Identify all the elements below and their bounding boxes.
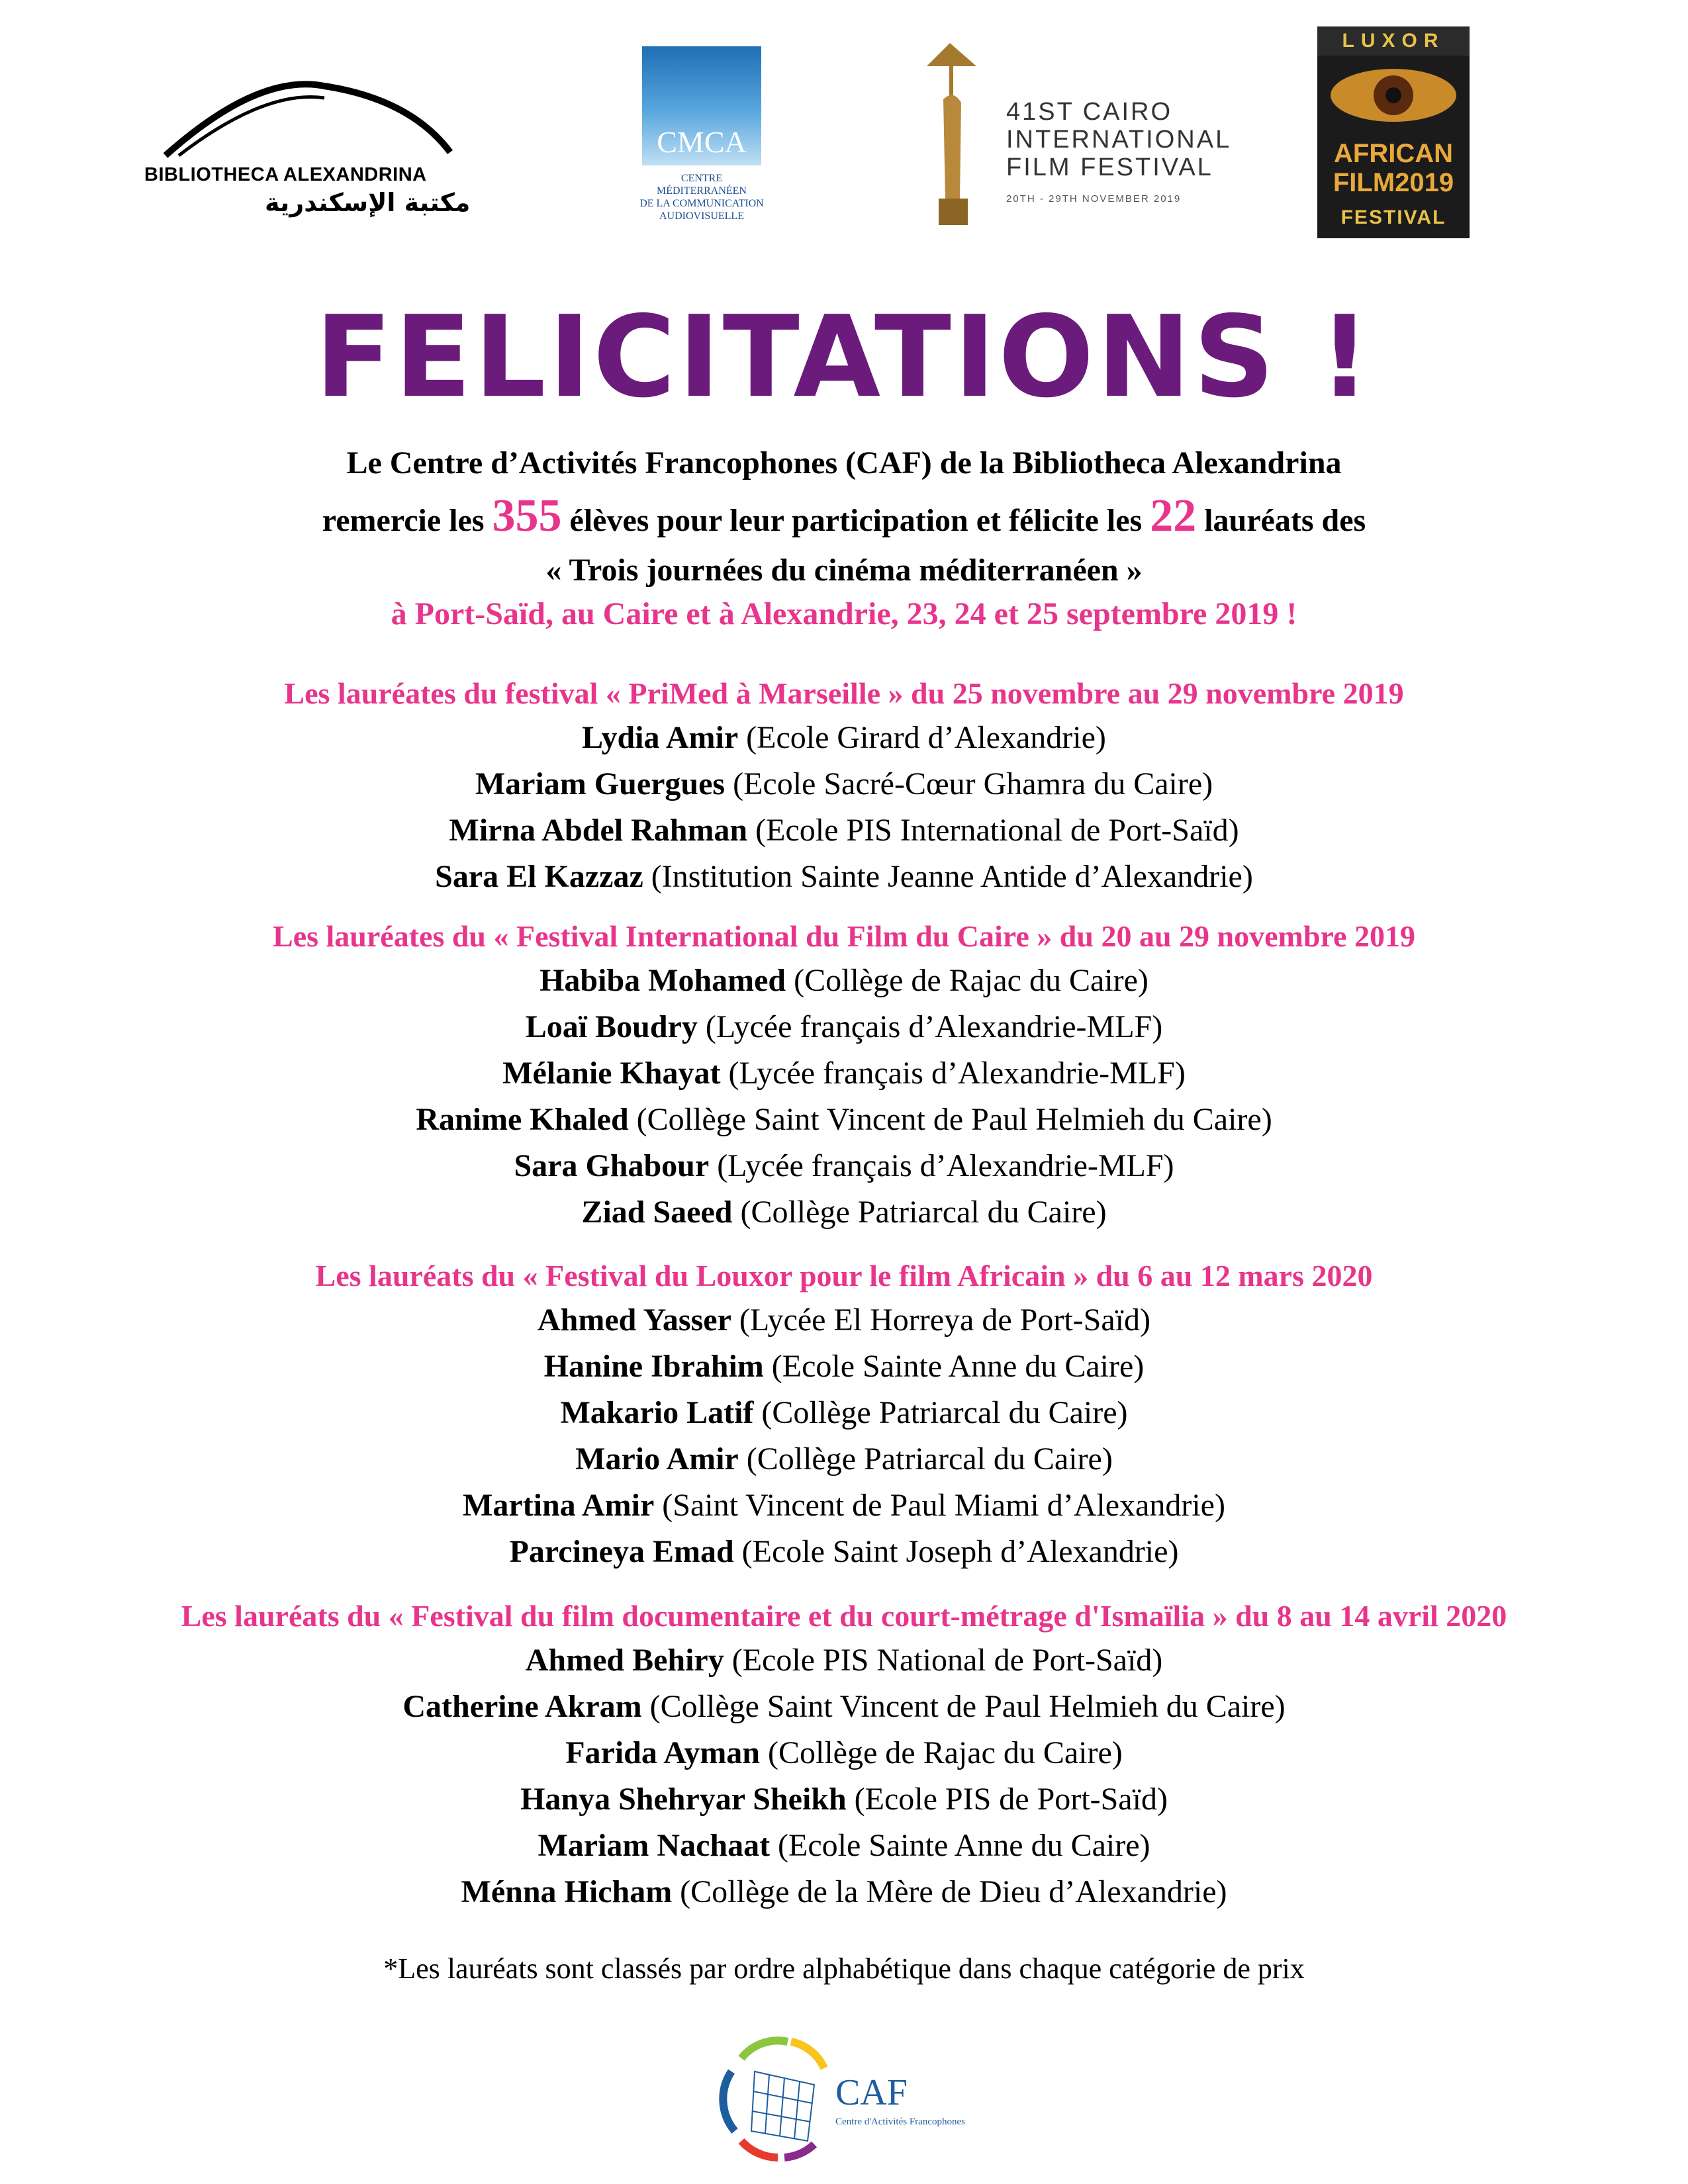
bibliotheca-alexandrina-logo <box>132 60 503 218</box>
section-title-ismailia: Les lauréats du « Festival du film documentaire et du court-métrage d'Ismaïlia » du 8 au 14 avril 2020 <box>181 1599 1507 1633</box>
laureate: Ahmed Yasser (Lycée El Horreya de Port-Saïd) <box>538 1302 1150 1338</box>
caf-logo <box>715 2032 980 2164</box>
footnote: *Les lauréats sont classés par ordre alphabétique dans chaque catégorie de prix <box>383 1952 1305 1985</box>
bibliotheca-arc-icon <box>159 60 463 159</box>
bibliotheca-name: BIBLIOTHECA ALEXANDRINA <box>144 164 427 185</box>
laureate: Loaï Boudry (Lycée français d’Alexandrie-MLF) <box>525 1009 1163 1044</box>
statue-icon <box>914 40 993 232</box>
laureate: Lydia Amir (Ecole Girard d’Alexandrie) <box>582 720 1106 755</box>
ciff-line-1: 41ST CAIRO <box>1006 98 1173 126</box>
ciff-line-3: FILM FESTIVAL <box>1006 154 1213 181</box>
laureate: Ziad Saeed (Collège Patriarcal du Caire) <box>581 1195 1107 1230</box>
laureate: Sara El Kazzaz (Institution Sainte Jeanne Antide d’Alexandrie) <box>435 859 1253 894</box>
laureate: Ménna Hicham (Collège de la Mère de Dieu d’Alexandrie) <box>461 1874 1227 1909</box>
laureate: Makario Latif (Collège Patriarcal du Caire) <box>560 1395 1128 1430</box>
laureate: Sara Ghabour (Lycée français d’Alexandrie-MLF) <box>514 1148 1174 1183</box>
section-title-cairo: Les lauréates du « Festival International du Film du Caire » du 20 au 29 novembre 2019 <box>273 919 1415 953</box>
luxor-top-text: LUXOR <box>1317 26 1470 56</box>
participants-count: 355 <box>492 490 562 541</box>
laureate: Ahmed Behiry (Ecole PIS National de Port-Saïd) <box>525 1643 1163 1678</box>
intro-line-4: à Port-Saïd, au Caire et à Alexandrie, 23, 24 et 25 septembre 2019 ! <box>391 596 1297 631</box>
laureate: Mélanie Khayat (Lycée français d’Alexandrie-MLF) <box>502 1056 1186 1091</box>
page-title: FELICITATIONS ! <box>314 292 1374 423</box>
eye-icon <box>1317 56 1470 142</box>
laureate: Farida Ayman (Collège de Rajac du Caire) <box>565 1735 1123 1770</box>
laureate: Habiba Mohamed (Collège de Rajac du Caire) <box>539 963 1149 998</box>
luxor-festival-text: FESTIVAL <box>1340 206 1446 228</box>
laureate: Martina Amir (Saint Vincent de Paul Miami d’Alexandrie) <box>463 1488 1225 1523</box>
ciff-line-2: INTERNATIONAL <box>1006 126 1232 154</box>
ciff-dates: 20TH - 29TH NOVEMBER 2019 <box>1006 193 1182 205</box>
section-title-primed: Les lauréates du festival « PriMed à Marseille » du 25 novembre au 29 novembre 2019 <box>284 676 1404 710</box>
intro-line-1: Le Centre d’Activités Francophones (CAF) de la Bibliotheca Alexandrina <box>346 445 1342 480</box>
laureates-count: 22 <box>1150 490 1197 541</box>
laureate: Mariam Nachaat (Ecole Sainte Anne du Caire) <box>538 1828 1150 1863</box>
laureate: Mirna Abdel Rahman (Ecole PIS International de Port-Saïd) <box>449 813 1239 848</box>
caf-subtitle: Centre d'Activités Francophones <box>835 2116 965 2127</box>
luxor-main-text: AFRICAN FILM2019 <box>1333 139 1454 197</box>
section-title-luxor: Les lauréats du « Festival du Louxor pour le film Africain » du 6 au 12 mars 2020 <box>315 1259 1373 1293</box>
caf-globe-icon <box>715 2032 834 2164</box>
bibliotheca-arabic-name: مكتبة الإسكندرية <box>265 188 471 217</box>
laureate: Catherine Akram (Collège Saint Vincent de Paul Helmieh du Caire) <box>402 1689 1286 1724</box>
laureate: Ranime Khaled (Collège Saint Vincent de Paul Helmieh du Caire) <box>416 1102 1272 1137</box>
intro-line-2: remercie les 355 élèves pour leur participation et félicite les 22 lauréats des <box>322 490 1366 541</box>
laureate: Parcineya Emad (Ecole Saint Joseph d’Alexandrie) <box>509 1534 1179 1569</box>
cairo-film-festival-logo <box>907 40 1278 232</box>
caf-name: CAF <box>835 2072 908 2113</box>
luxor-african-film-festival-logo <box>1317 26 1470 238</box>
laureate: Mario Amir (Collège Patriarcal du Caire) <box>575 1441 1113 1477</box>
laureate: Hanine Ibrahim (Ecole Sainte Anne du Caire) <box>543 1349 1145 1384</box>
intro-line-3: « Trois journées du cinéma méditerranéen » <box>545 553 1143 588</box>
cmca-subtitle: CENTRE MÉDITERRANÉEN DE LA COMMUNICATION AUDIOVISUELLE <box>639 173 764 222</box>
laureate: Hanya Shehryar Sheikh (Ecole PIS de Port-Saïd) <box>520 1782 1168 1817</box>
cmca-logo <box>616 46 801 232</box>
laureate: Mariam Guergues (Ecole Sacré-Cœur Ghamra du Caire) <box>475 766 1213 801</box>
cmca-acronym: CMCA <box>657 125 747 159</box>
